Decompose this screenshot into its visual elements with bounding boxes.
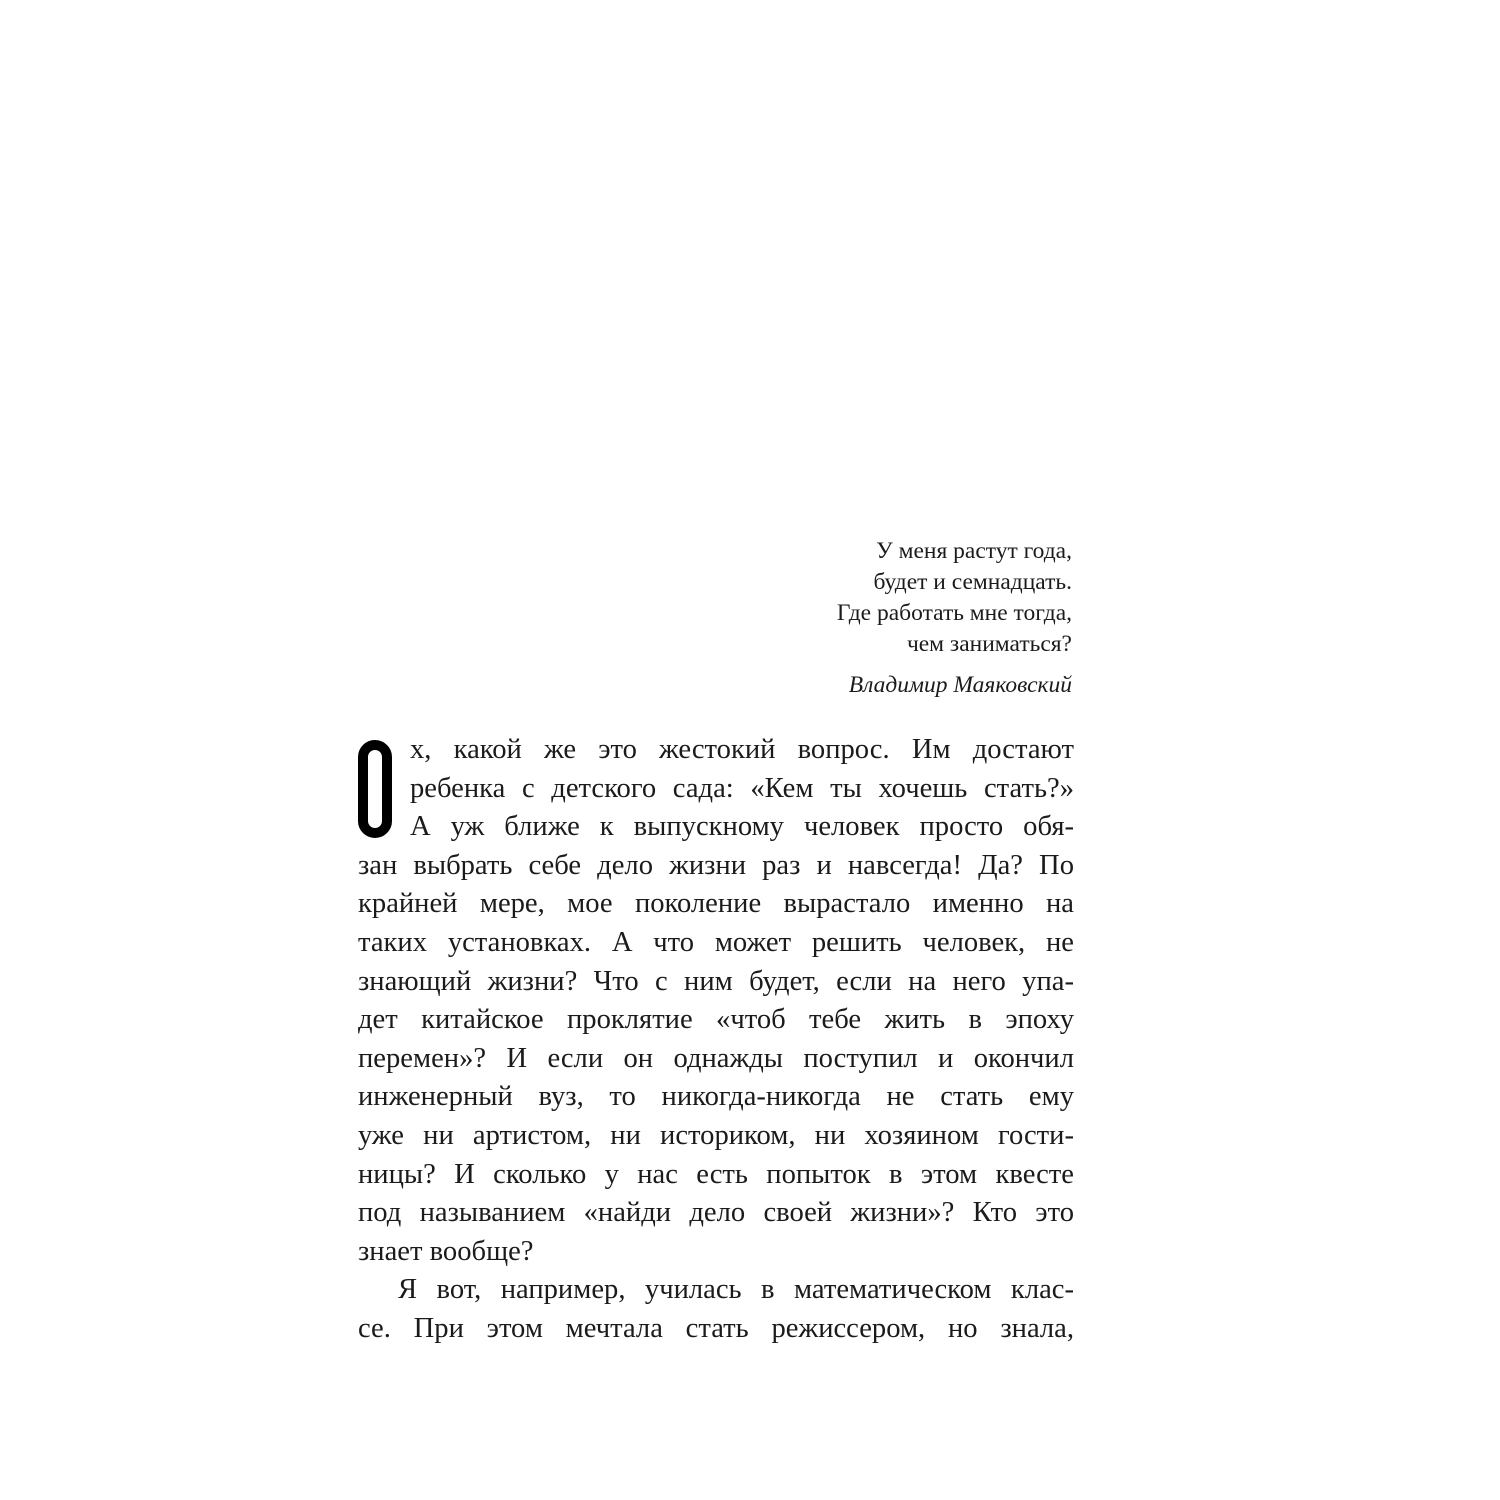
epigraph-line: будет и семнадцать. — [873, 569, 1072, 595]
text-line: се. При этом мечтала стать режиссером, но знала, — [358, 1312, 1074, 1344]
text-line: под называнием «найди дело своей жизни»? Кто это — [358, 1197, 1074, 1229]
text-line: инженерный вуз, то никогда-никогда не стать ему — [358, 1081, 1074, 1113]
epigraph-line: чем заниматься? — [906, 631, 1072, 657]
text-line: х, какой же это жестокий вопрос. Им достают — [410, 734, 1074, 765]
text-line: знающий жизни? Что с ним будет, если на него упа- — [358, 965, 1074, 997]
paragraph — [358, 731, 1074, 1271]
epigraph — [652, 536, 1072, 701]
text-line: таких установках. А что может решить человек, не — [358, 926, 1074, 958]
text-line: ницы? И сколько у нас есть попыток в этом квесте — [358, 1158, 1074, 1190]
text-line: зан выбрать себе дело жизни раз и навсегда! Да? По — [358, 849, 1074, 881]
drop-cap-letter — [358, 740, 392, 838]
text-line: дет китайское проклятие «чтоб тебе жить в эпоху — [358, 1004, 1074, 1036]
epigraph-author: Владимир Маяковский — [848, 672, 1072, 698]
text-line: крайней мере, мое поколение вырастало именно на — [358, 888, 1074, 920]
text-line: уже ни артистом, ни историком, ни хозяином гости- — [358, 1119, 1074, 1151]
text-line: ребенка с детского сада: «Кем ты хочешь стать?» — [410, 772, 1074, 804]
text-line: Я вот, например, училась в математическом клас- — [398, 1274, 1074, 1306]
epigraph-verse — [652, 536, 1072, 660]
epigraph-line: У меня растут года, — [876, 538, 1072, 564]
body-text — [358, 731, 1074, 1349]
text-line: А уж ближе к выпускному человек просто обя- — [410, 811, 1074, 843]
paragraph — [358, 1271, 1074, 1348]
text-line: перемен»? И если он однажды поступил и окончил — [358, 1042, 1074, 1074]
text-line: знает вообще? — [358, 1235, 534, 1267]
epigraph-line: Где работать мне тогда, — [836, 600, 1072, 626]
